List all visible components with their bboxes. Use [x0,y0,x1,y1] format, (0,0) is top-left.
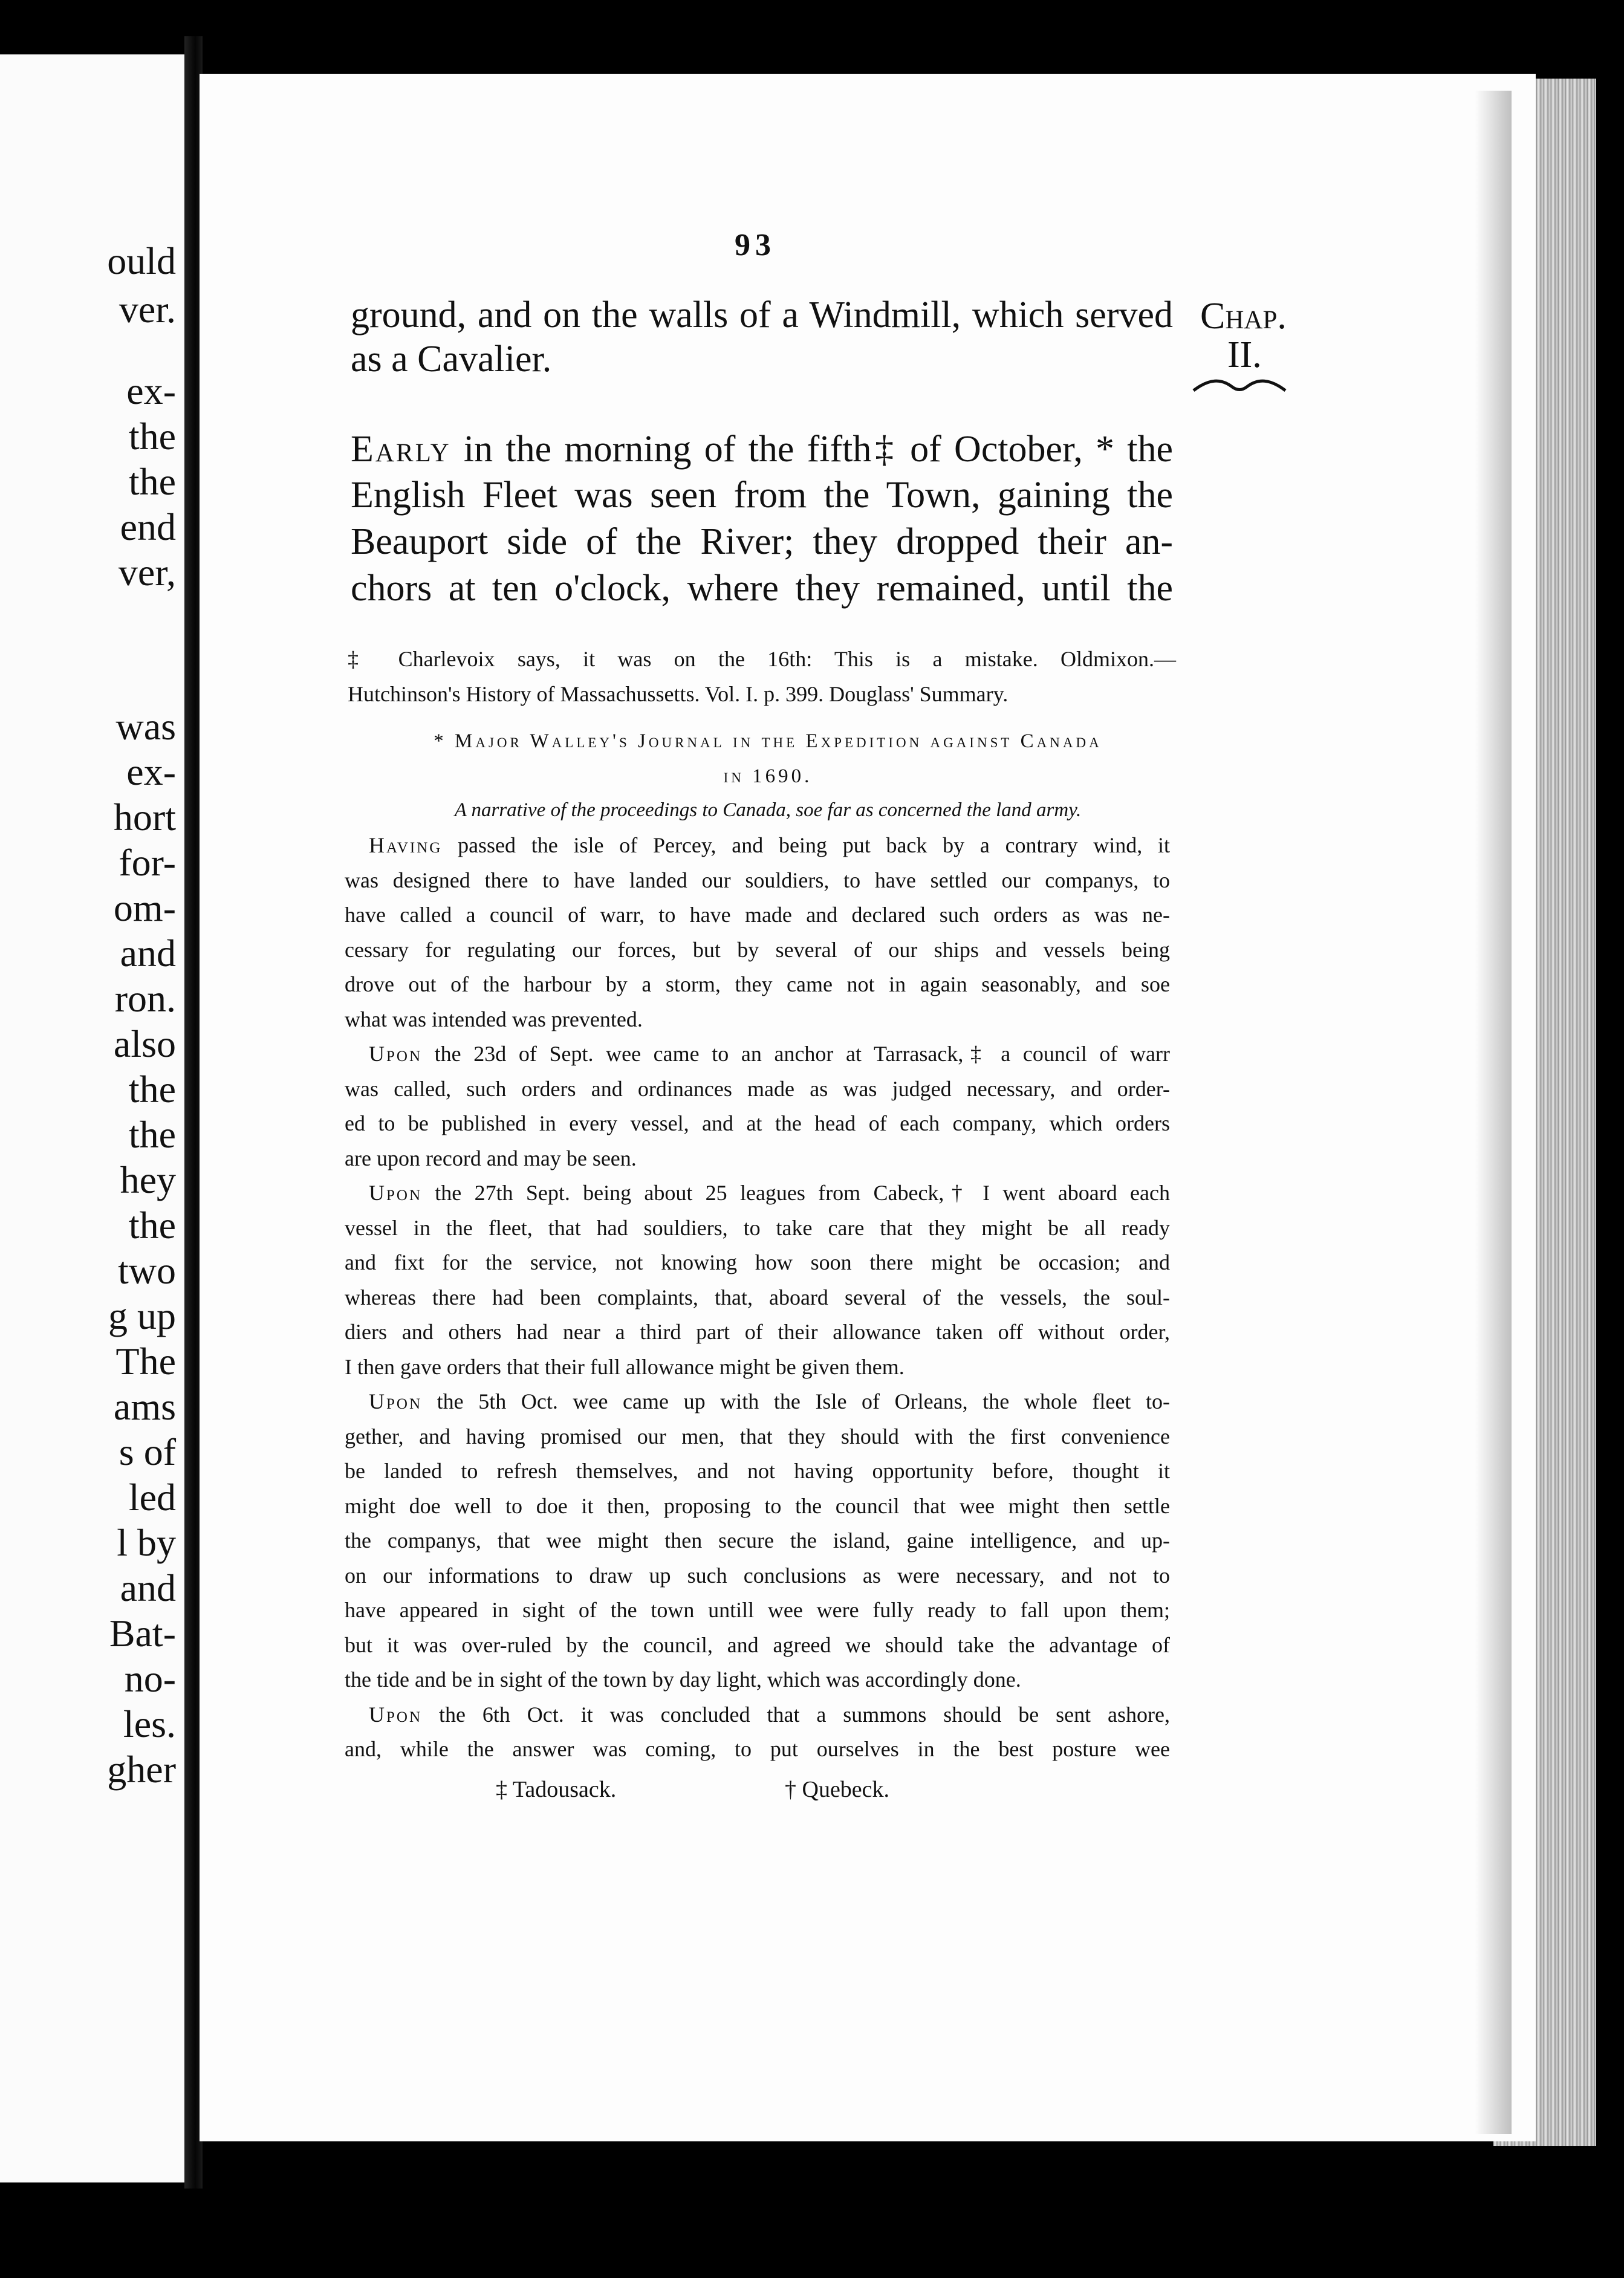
left-page-fragment: hey [120,1158,176,1201]
left-page-fragment: The [115,1340,176,1383]
left-page-fragment: Bat- [109,1612,176,1655]
left-facing-page [0,54,184,2182]
journal-paragraph-lead: Upon [369,1389,423,1413]
journal-paragraph-lead: Having [369,833,443,857]
paragraph-lead: Early [351,429,451,470]
left-page-fragment: the [128,415,176,458]
main-text-line: as a Cavalier. [351,339,552,380]
journal-line: the tide and be in sight of the town by day light, which was accordingly done. [345,1667,1021,1692]
journal-subtitle: A narrative of the proceedings to Canada, soe far as concerned the land army. [454,799,1082,821]
paragraph-line: Early in the morning of the fifth‡ of October, * the [351,429,1173,470]
left-page-fragment: ron. [114,977,176,1020]
left-page-fragment: ex- [126,369,176,412]
journal-line: diers and others had near a third part of their allowance taken off without order, [345,1320,1170,1344]
left-page-fragment: for- [119,841,176,884]
journal-line: Having passed the isle of Percey, and being put back by a contrary wind, it [369,833,1170,857]
left-page-fragment: end [120,505,176,548]
left-page-fragment: gher [107,1748,176,1791]
left-page-fragment: and [120,1566,176,1609]
paragraph-line: Beauport side of the River; they dropped their an- [351,521,1173,562]
paragraph-line: chors at ten o'clock, where they remained, until the [351,568,1173,609]
journal-title: * Major Walley's Journal in the Expedition against Canada [434,730,1102,752]
journal-line: was designed there to have landed our souldiers, to have settled our companys, to [345,868,1170,892]
left-page-fragment: ex- [126,750,176,793]
footnote-line: ‡ Charlevoix says, it was on the 16th: This is a mistake. Oldmixon.— [348,647,1176,671]
journal-line: whereas there had been complaints, that, aboard several of the vessels, the soul- [345,1285,1170,1309]
left-page-fragment: also [113,1022,176,1065]
journal-line: drove out of the harbour by a storm, they came not in again seasonably, and soe [345,972,1170,996]
journal-line: have called a council of warr, to have made and declared such orders as was ne- [345,903,1170,927]
right-page [200,74,1536,2141]
journal-paragraph-lead: Upon [369,1702,423,1727]
journal-line: and fixt for the service, not knowing how soon there might be occasion; and [345,1250,1170,1274]
journal-line: are upon record and may be seen. [345,1146,637,1170]
journal-paragraph-lead: Upon [369,1181,423,1205]
left-page-fragment: g up [108,1294,176,1337]
left-page-fragment: hort [113,796,176,839]
left-page-fragment: led [128,1476,176,1519]
left-page-fragment: no- [124,1657,176,1700]
left-page-fragment: ver, [118,551,176,594]
journal-paragraph-lead: Upon [369,1042,423,1066]
journal-line: cessary for regulating our forces, but by several of our ships and vessels being [345,938,1170,962]
left-page-fragment: was [115,705,176,748]
left-page-fragment: ould [107,239,176,282]
left-page-fragment: om- [113,886,176,929]
paragraph-line: English Fleet was seen from the Town, gaining the [351,475,1173,516]
page-edge-shadow [1475,91,1512,2134]
decorative-swash [1191,376,1288,398]
chapter-numeral: II. [1227,334,1262,375]
journal-line: on our informations to draw up such conclusions as were necessary, and not to [345,1563,1170,1588]
journal-line: but it was over-ruled by the council, and agreed we should take the advantage of [345,1633,1170,1657]
page-number: 93 [735,228,776,262]
footnote-tadousack: ‡ Tadousack. [496,1777,617,1802]
left-page-fragment: two [118,1249,176,1292]
footnote-line: Hutchinson's History of Massachussetts. Vol. I. p. 399. Douglass' Summary. [348,682,1009,706]
left-page-fragment: l by [117,1521,176,1564]
journal-line: the companys, that wee might then secure the island, gaine intelligence, and up- [345,1528,1170,1553]
journal-line: was called, such orders and ordinances made as was judged necessary, and order- [345,1077,1170,1101]
left-page-fragment: ams [113,1385,176,1428]
left-page-fragment: the [128,1068,176,1111]
journal-line: gether, and having promised our men, that they should with the first convenience [345,1424,1170,1449]
left-page-fragment: s of [119,1430,176,1473]
left-page-fragment: ver. [119,288,176,331]
journal-line: I then gave orders that their full allowance might be given them. [345,1355,905,1379]
left-page-fragment: the [128,460,176,503]
journal-line: vessel in the fleet, that had souldiers, to take care that they might be all ready [345,1216,1170,1240]
journal-line: and, while the answer was coming, to put ourselves in the best posture wee [345,1737,1170,1761]
journal-line: Upon the 5th Oct. wee came up with the Isle of Orleans, the whole fleet to- [369,1389,1170,1413]
left-page-fragment: and [120,932,176,975]
chapter-label: Chap. [1200,296,1287,337]
journal-line: Upon the 23d of Sept. wee came to an anchor at Tarrasack,‡ a council of warr [369,1042,1170,1066]
journal-line: be landed to refresh themselves, and not having opportunity before, thought it [345,1459,1170,1483]
footnote-quebeck: † Quebeck. [785,1777,890,1802]
left-page-fragment: the [128,1113,176,1156]
journal-title-year: in 1690. [723,765,813,787]
journal-line: Upon the 6th Oct. it was concluded that a summons should be sent ashore, [369,1702,1170,1727]
journal-line: Upon the 27th Sept. being about 25 leagues from Cabeck,† I went aboard each [369,1181,1170,1205]
journal-line: have appeared in sight of the town untill wee were fully ready to fall upon them; [345,1598,1170,1622]
journal-line: ed to be published in every vessel, and at the head of each company, which orders [345,1111,1170,1135]
journal-line: might doe well to doe it then, proposing to the council that wee might then settle [345,1494,1170,1518]
left-page-fragment: les. [123,1702,176,1745]
journal-line: what was intended was prevented. [345,1007,643,1031]
left-page-fragment: the [128,1204,176,1247]
main-text-line: ground, and on the walls of a Windmill, which served [351,294,1173,336]
